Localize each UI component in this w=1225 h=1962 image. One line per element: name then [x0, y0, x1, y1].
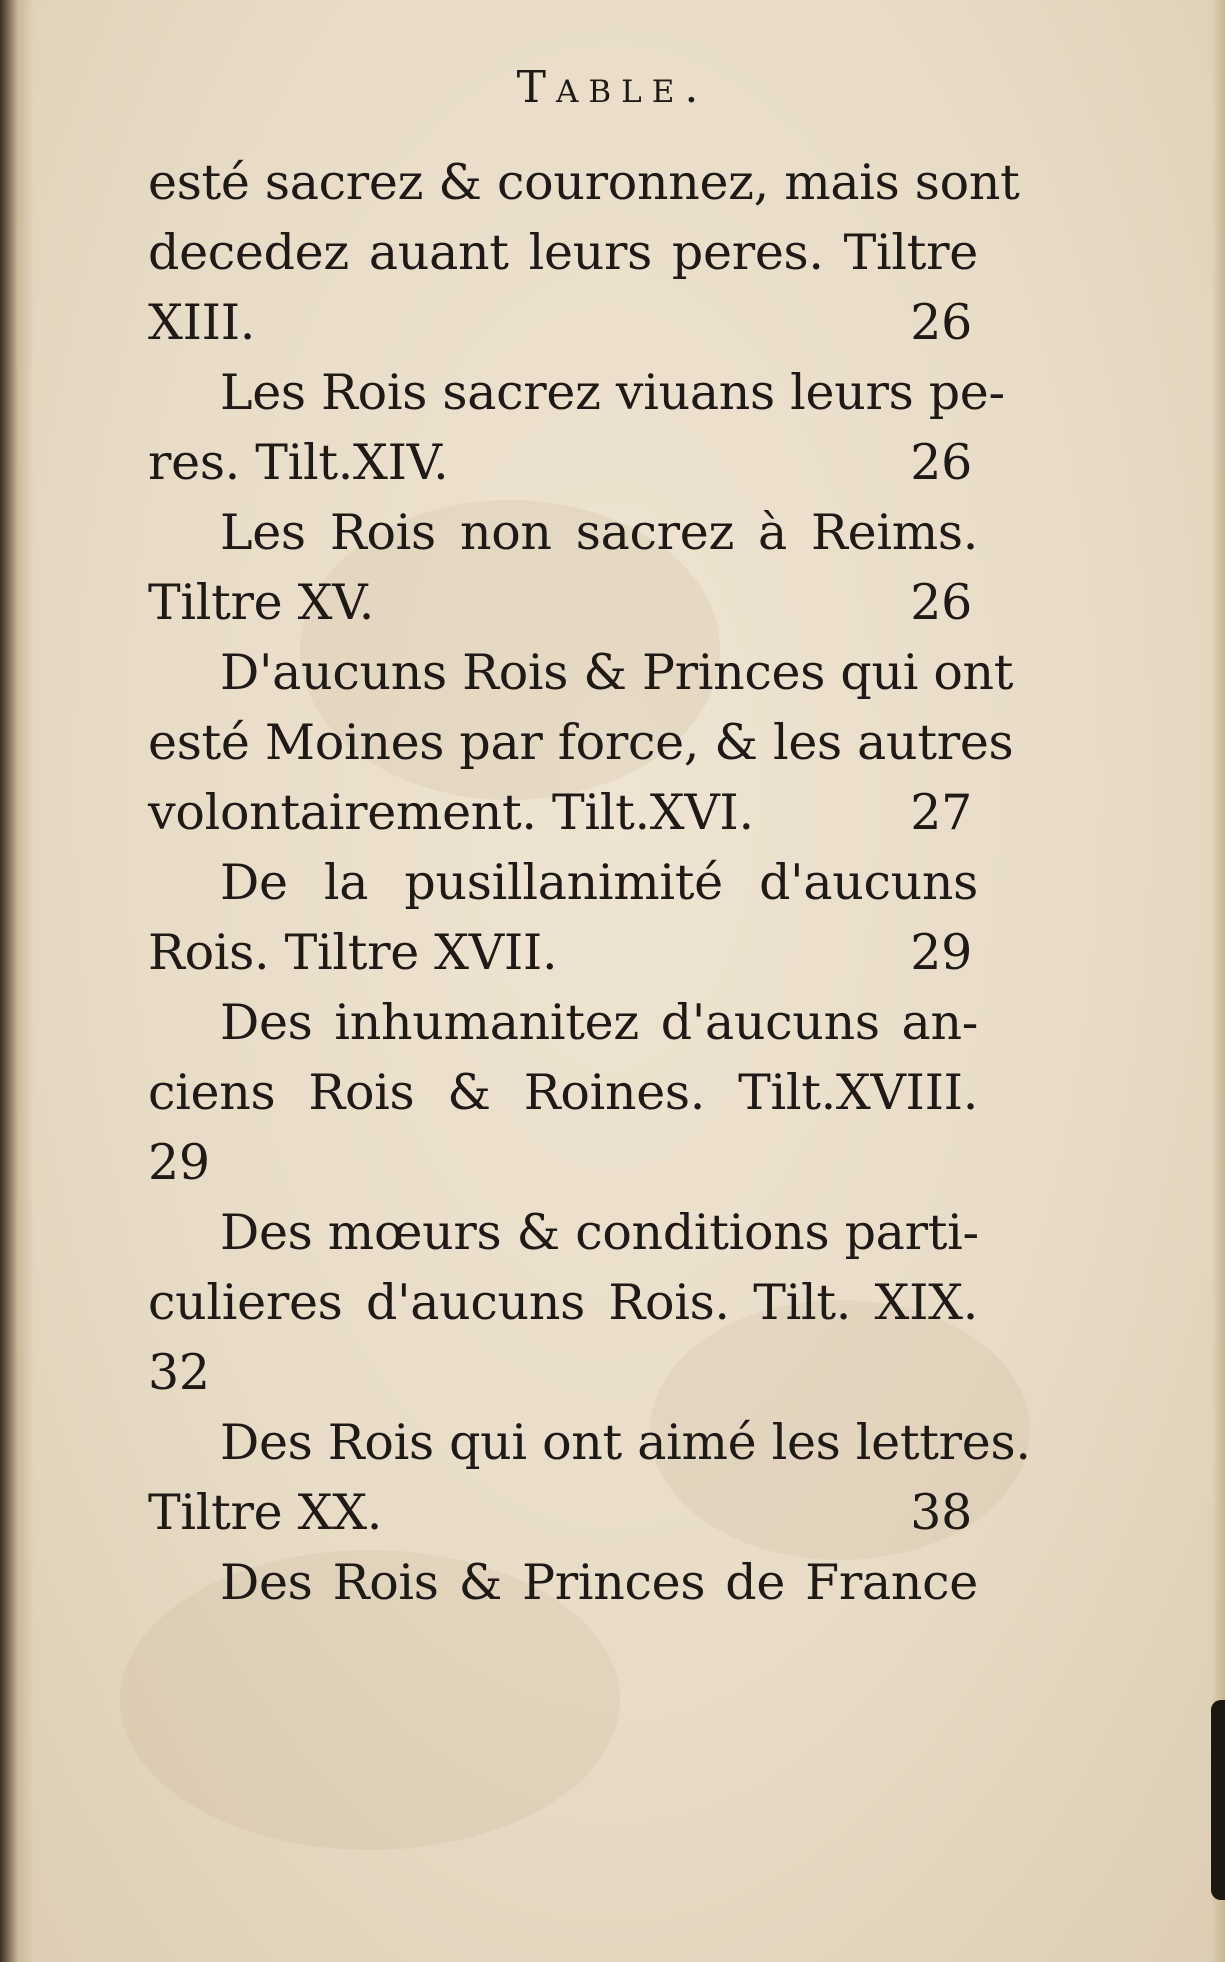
toc-line — [148, 1058, 978, 1128]
toc-entry-start — [148, 358, 1005, 428]
page-number: 29 — [148, 1134, 210, 1191]
toc-entry-start — [148, 1548, 978, 1618]
toc-line-text: decedez auant leurs peres. Tiltre — [148, 224, 978, 281]
toc-line-text: Les Rois non sacrez à Reims. — [220, 504, 978, 561]
page-number: 26 — [910, 294, 972, 351]
toc-line-text: Rois. Tiltre XVII. — [148, 924, 558, 981]
toc-entry-start — [148, 638, 1014, 708]
page-number: 26 — [910, 434, 972, 491]
toc-line-text: Tiltre XX. — [148, 1484, 383, 1541]
page-edge — [1211, 0, 1225, 1962]
toc-line — [148, 1338, 978, 1408]
toc-line-text: Des Rois qui ont aimé les lettres. — [220, 1414, 1031, 1471]
toc-line-text: D'aucuns Rois & Princes qui ont — [220, 644, 1014, 701]
toc-line — [148, 1268, 978, 1338]
toc-line-text: Les Rois sacrez viuans leurs pe- — [220, 364, 1005, 421]
toc-line-text: volontairement. Tilt.XVI. — [148, 784, 754, 841]
page-number: 29 — [910, 924, 972, 981]
toc-line-text: De la pusillanimité d'aucuns — [220, 854, 978, 911]
page-number: 38 — [910, 1484, 972, 1541]
toc-line-text: culieres d'aucuns Rois. Tilt. XIX. — [148, 1274, 978, 1331]
toc-line — [148, 288, 978, 358]
toc-line-text: esté sacrez & couronnez, mais sont — [148, 154, 1020, 211]
page-number: 26 — [910, 574, 972, 631]
toc-line — [148, 428, 978, 498]
toc-line — [148, 1478, 978, 1548]
toc-line — [148, 918, 978, 988]
toc-line-text: XIII. — [148, 294, 256, 351]
toc-line — [148, 1128, 978, 1198]
toc-line — [148, 778, 978, 848]
toc-line — [148, 568, 978, 638]
toc-line-text: Tiltre XV. — [148, 574, 374, 631]
table-of-contents — [148, 148, 1031, 1618]
page-edge-shadow — [1211, 1700, 1225, 1900]
toc-line-text: esté Moines par force, & les autres — [148, 714, 1014, 771]
running-head: Table. — [516, 62, 709, 113]
toc-line — [148, 708, 1014, 778]
toc-line-text: Des Rois & Princes de France — [220, 1554, 978, 1611]
toc-entry-start — [148, 1408, 1031, 1478]
toc-entry-start — [148, 848, 978, 918]
toc-line — [148, 218, 978, 288]
toc-line-text: Des mœurs & conditions parti- — [220, 1204, 979, 1261]
toc-entry-start — [148, 988, 978, 1058]
toc-line-text: Des inhumanitez d'aucuns an- — [220, 994, 978, 1051]
toc-line — [148, 148, 1020, 218]
toc-line-text: res. Tilt.XIV. — [148, 434, 449, 491]
toc-line-text: ciens Rois & Roines. Tilt.XVIII. — [148, 1064, 978, 1121]
page-number: 27 — [910, 784, 972, 841]
toc-entry-start — [148, 1198, 978, 1268]
binding-gutter — [0, 0, 34, 1962]
toc-entry-start — [148, 498, 978, 568]
page-number: 32 — [148, 1344, 210, 1401]
